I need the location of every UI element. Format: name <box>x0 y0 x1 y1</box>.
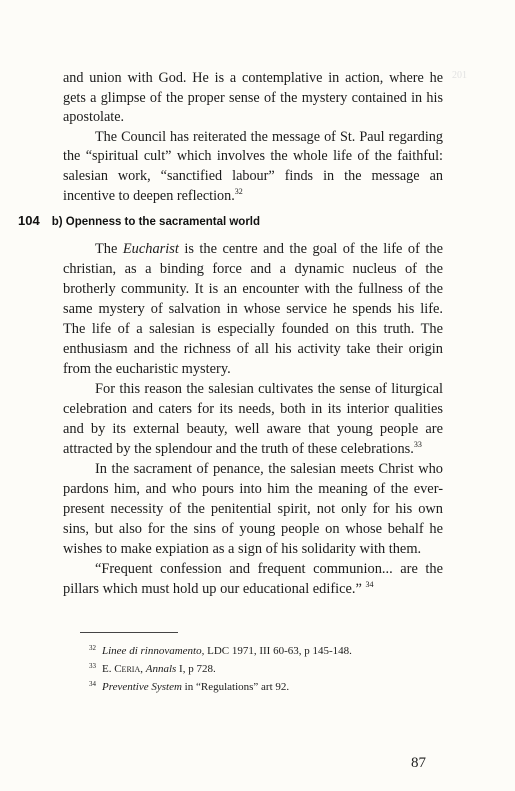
footnote-33 <box>89 659 469 677</box>
footnote-ref-33: 33 <box>413 440 422 449</box>
section-number: 104 <box>18 213 40 228</box>
footnote-detail: in “Regulations” art 92. <box>181 681 290 693</box>
footnote-32 <box>89 641 469 659</box>
intro-paragraph-1: and union with God. He is a contemplative in action, where he gets a glimpse of the proper sense of the mystery contained in his apostolate. <box>63 70 443 126</box>
intro-paragraph-2-text: The Council has reiterated the message of St. Paul regarding the “spiritual cult” which involves the whole life of the faithful: salesian work, “sanctified labour” finds in the message an incentive to deepen reflection. <box>63 128 443 204</box>
footnote-detail: I, p 728. <box>176 663 216 675</box>
footnote-author: E. Ceria, <box>102 663 143 675</box>
footnote-title: Linee di rinnovamento, <box>102 645 205 657</box>
footnote-number: 34 <box>89 680 96 688</box>
body-paragraph-2-text: For this reason the salesian cultivates the sense of liturgical celebration and caters for its needs, both in its interior qualities and by its external beauty, well aware that young people are attracted by the splendour and the truth of these celebrations. <box>63 381 443 457</box>
footnotes <box>89 641 469 695</box>
intro-paragraph-2 <box>63 128 443 206</box>
eucharist-emphasis: Eucharist <box>122 241 179 257</box>
section-body <box>63 239 443 599</box>
footnote-ref-32: 32 <box>234 186 243 196</box>
footnote-divider <box>80 632 178 633</box>
section-title: b) Openness to the sacramental world <box>51 216 261 228</box>
body-paragraph-4 <box>63 559 443 599</box>
footnote-title: Preventive System <box>102 681 182 693</box>
page-number: 87 <box>411 755 426 771</box>
body-paragraph-2 <box>63 379 443 459</box>
body-paragraph-1 <box>63 239 443 379</box>
footnote-ref-34: 34 <box>365 580 374 589</box>
section-heading <box>18 213 260 228</box>
body-paragraph-4-text: “Frequent confession and frequent communion... are the pillars which must hold up our educational edifice.” <box>63 561 443 597</box>
footnote-34 <box>89 677 469 695</box>
body-paragraph-1-rest: is the centre and the goal of the life of the christian, as a binding force and a dynamic nucleus of the brotherly community. It is an encounter with the fullness of the same mystery of salvation in whose service he spends his life. The life of a salesian is especially founded on this truth. The enthusiasm and the richness of all his activity take their origin from the eucharistic mystery. <box>63 241 443 377</box>
footnote-title: Annals <box>145 663 177 675</box>
body-paragraph-3: In the sacrament of penance, the salesian meets Christ who pardons him, and who pours into him the meaning of the ever-present necessity of the penitential spirit, not only for his own sins, but also for the sins of young people on whose behalf he wishes to make expiation as a sign of his solidarity with them. <box>63 461 443 557</box>
footnote-number: 33 <box>89 662 96 670</box>
body-paragraph-1-start: The <box>95 241 123 257</box>
bleed-through-mark: 201 <box>452 70 467 81</box>
footnote-detail: LDC 1971, III 60-63, p 145-148. <box>204 645 352 657</box>
footnote-number: 32 <box>89 644 96 652</box>
intro-text <box>63 69 443 206</box>
